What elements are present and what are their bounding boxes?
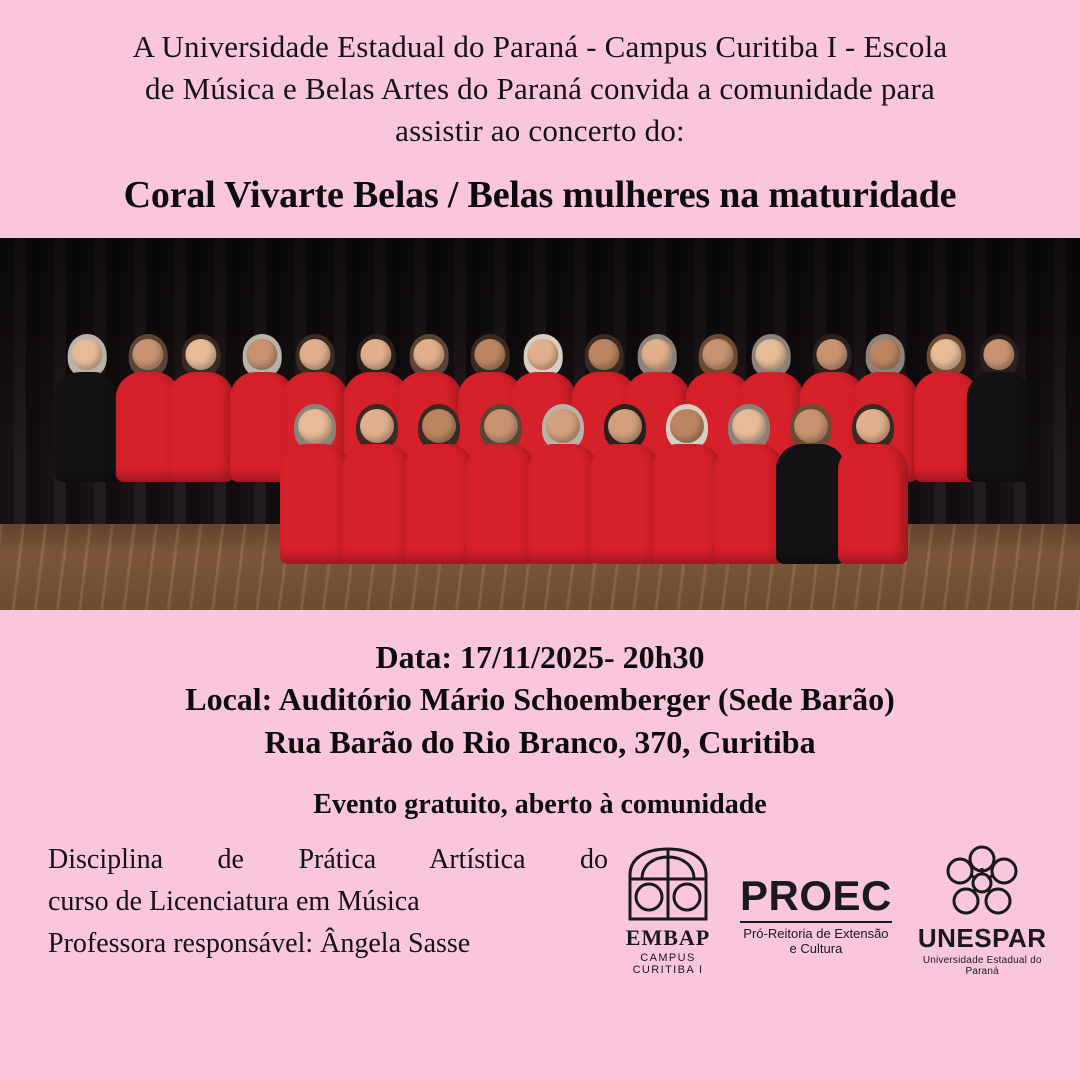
proec-subtitle-line-1: Pró-Reitoria de Extensão: [743, 925, 889, 941]
choir-member: [652, 404, 722, 564]
choir-member: [838, 404, 908, 564]
poster-footer: [0, 839, 1080, 977]
unespar-subtitle: Universidade Estadual do Paraná: [922, 954, 1042, 977]
event-info: [0, 610, 1080, 821]
choir-member: [714, 404, 784, 564]
choir-photo: [0, 238, 1080, 610]
header-intro: [52, 26, 1028, 152]
proec-logo: [740, 845, 892, 957]
embap-logo: [622, 845, 714, 976]
header-intro-line-2: de Música e Belas Artes do Paraná convida a comunidade para: [145, 71, 935, 107]
embap-window-logo-icon: [622, 845, 714, 923]
event-address: Rua Barão do Rio Branco, 370, Curitiba: [264, 723, 816, 760]
credits-block: [48, 839, 608, 965]
choir-member: [280, 404, 350, 564]
credits-line-1: Disciplina de Prática Artística do: [48, 843, 608, 875]
embap-subtitle: CAMPUS CURITIBA I: [632, 951, 704, 976]
poster-header: [0, 0, 1080, 218]
choir-member: [528, 404, 598, 564]
header-intro-line-3: assistir ao concerto do:: [395, 113, 685, 149]
choir-member: [590, 404, 660, 564]
choir-member: [776, 404, 846, 564]
choir-member: [466, 404, 536, 564]
logo-row: [622, 839, 1047, 977]
page-title: Coral Vivarte Belas / Belas mulheres na maturidade: [123, 174, 957, 217]
proec-divider: [740, 921, 892, 923]
choir-member: [404, 404, 474, 564]
event-free-notice: Evento gratuito, aberto à comunidade: [313, 788, 767, 820]
unespar-name: UNESPAR: [917, 922, 1047, 953]
choir-member: [342, 404, 412, 564]
choir-member: [967, 334, 1031, 482]
choir-group: [0, 284, 1080, 574]
event-date: Data: 17/11/2025- 20h30: [375, 639, 705, 676]
proec-name: PROEC: [740, 871, 892, 919]
choir-member: [169, 334, 233, 482]
event-venue: Local: Auditório Mário Schoemberger (Sede Barão): [185, 681, 895, 718]
proec-subtitle-line-2: e Cultura: [789, 941, 843, 957]
credits-line-3: Professora responsável: Ângela Sasse: [48, 927, 471, 959]
credits-line-2: curso de Licenciatura em Música: [48, 885, 420, 917]
choir-member: [55, 334, 119, 482]
header-intro-line-1: A Universidade Estadual do Paraná - Campus Curitiba I - Escola: [132, 29, 948, 64]
embap-name: EMBAP: [625, 924, 711, 950]
unespar-logo: [918, 845, 1047, 977]
event-info-lines: [40, 636, 1040, 763]
unespar-flower-logo-icon: [918, 845, 1047, 921]
